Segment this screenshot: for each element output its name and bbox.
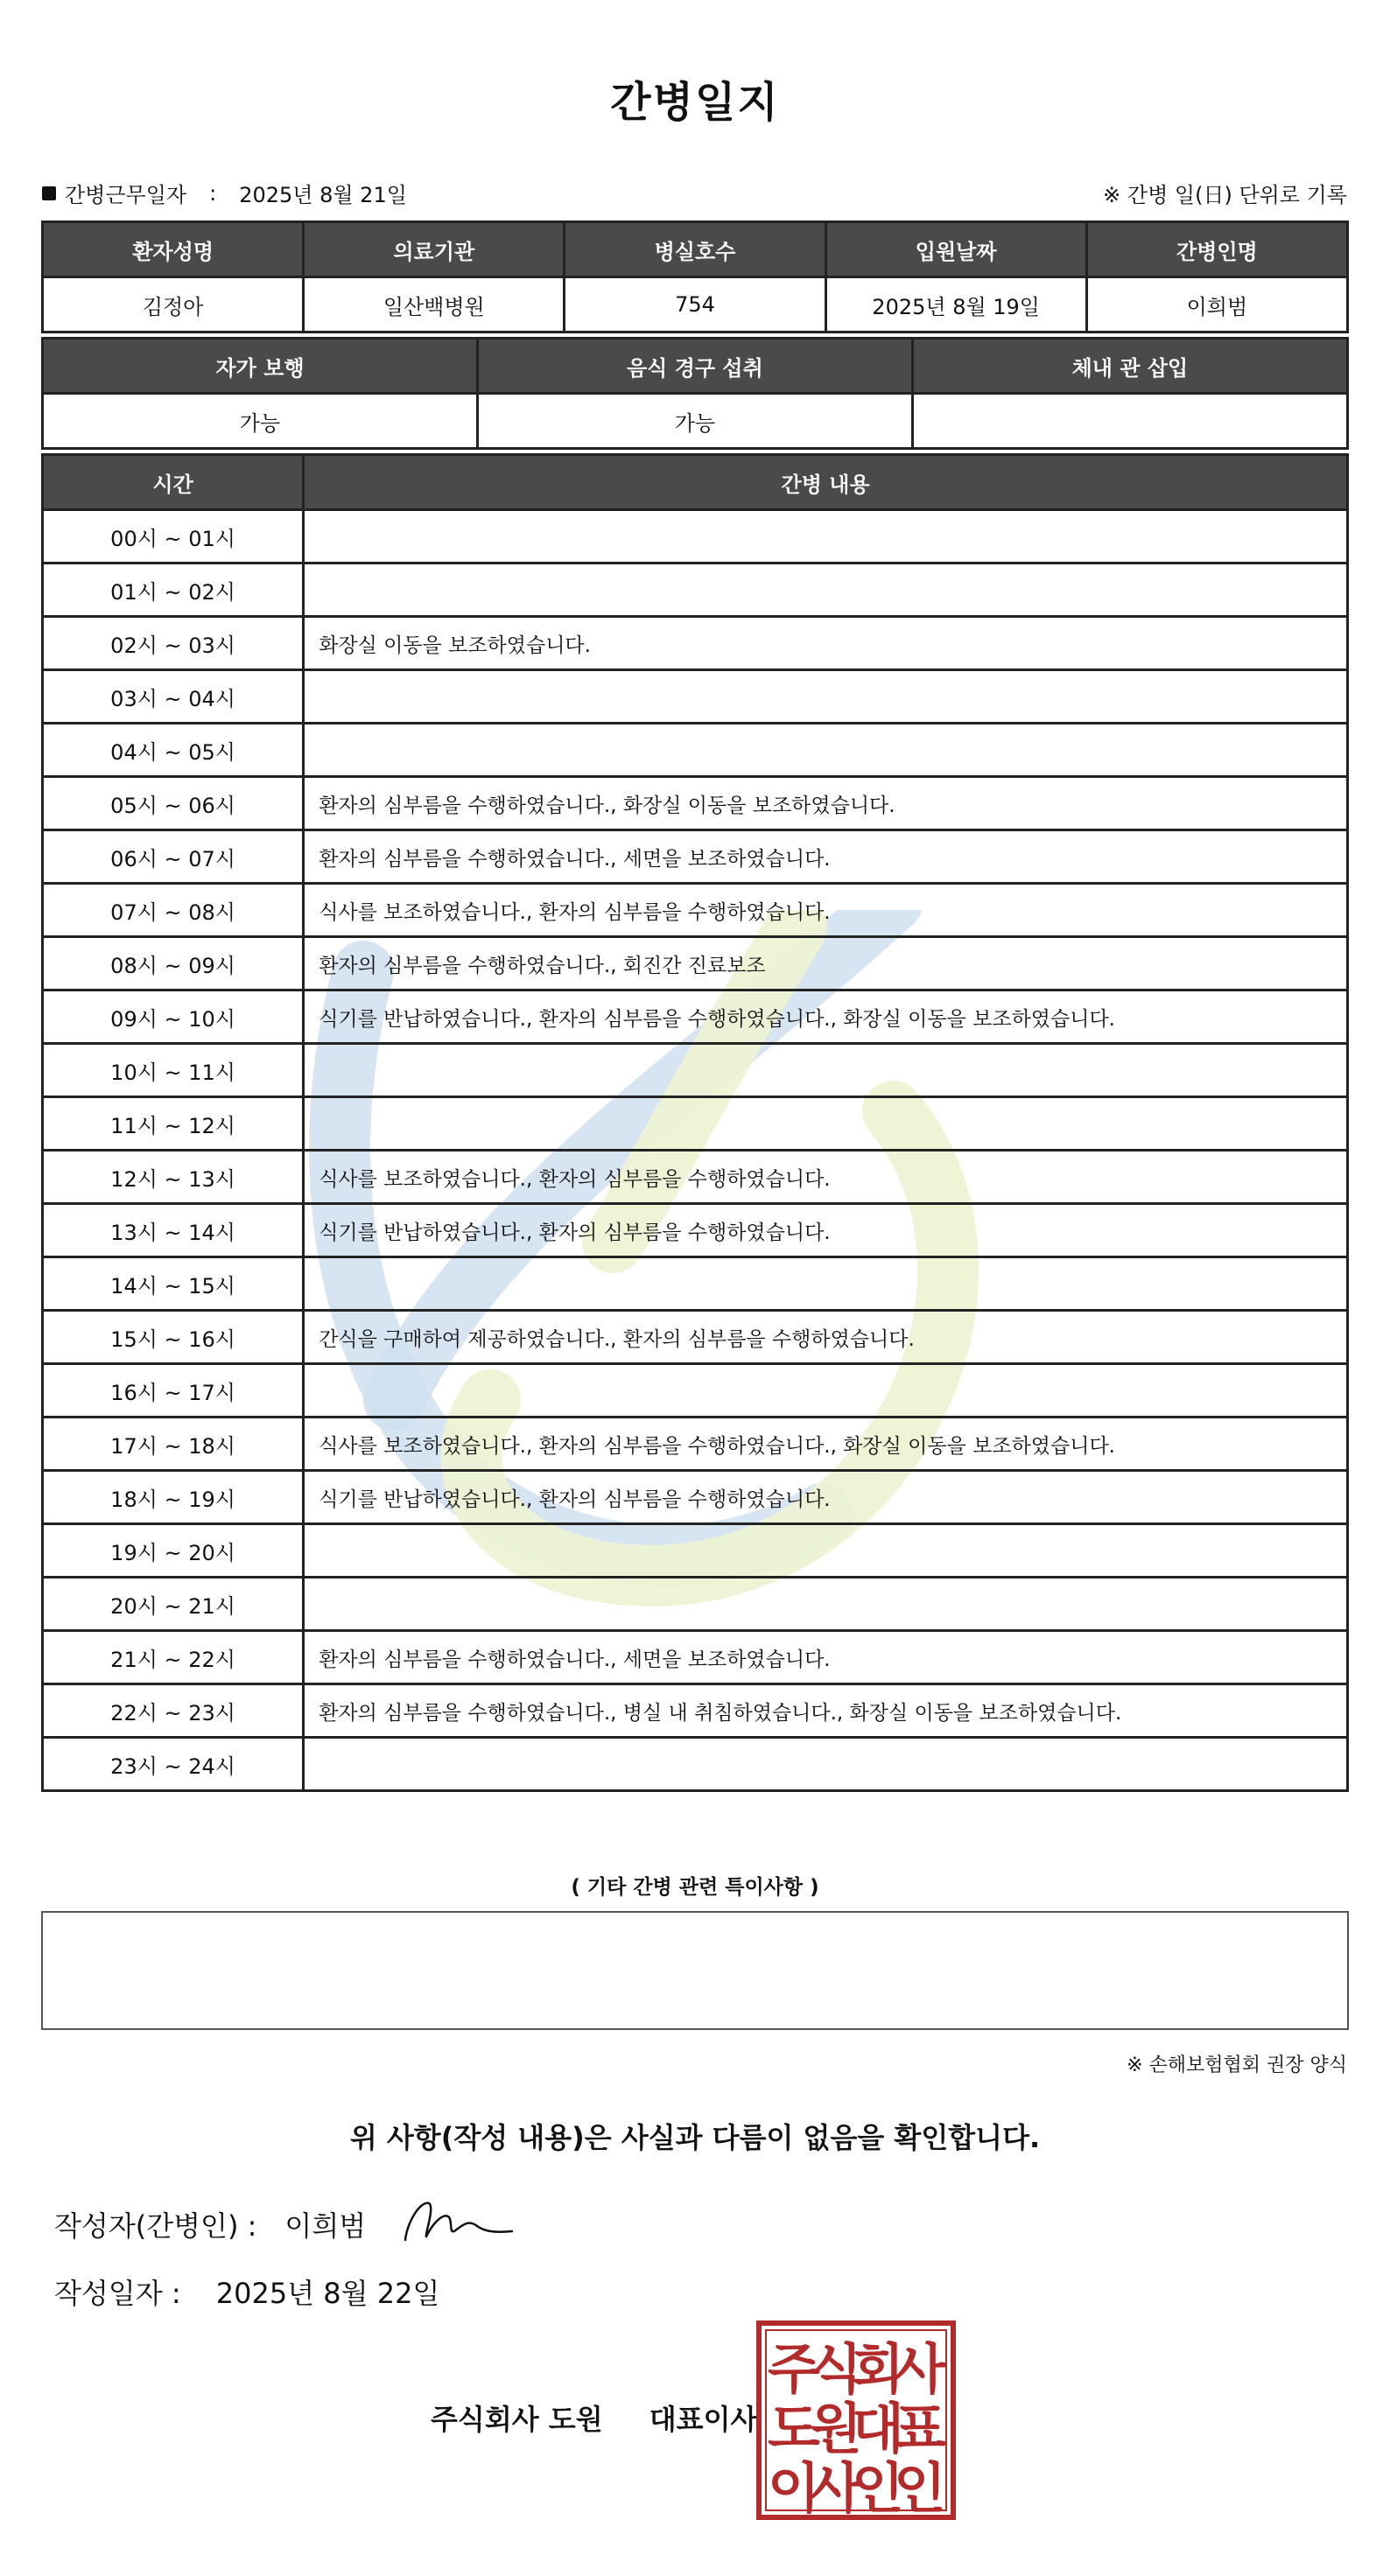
care-log-content [304, 1257, 1348, 1311]
record-unit-note: ※ 간병 일(日) 단위로 기록 [1103, 183, 1347, 207]
care-log-time: 02시 ~ 03시 [43, 617, 304, 670]
patient-status-header-row [43, 339, 1348, 394]
care-log-time: 12시 ~ 13시 [43, 1151, 304, 1204]
writer-label: 작성자(간병인) : [54, 2209, 257, 2243]
care-log-row [43, 1684, 1348, 1738]
care-log-row [43, 884, 1348, 937]
care-log-time: 01시 ~ 02시 [43, 564, 304, 617]
care-log-time: 20시 ~ 21시 [43, 1578, 304, 1631]
care-log-time: 13시 ~ 14시 [43, 1204, 304, 1257]
care-log-content [304, 1044, 1348, 1097]
care-log-content: 식기를 반납하였습니다., 환자의 심부름을 수행하였습니다. [304, 1471, 1348, 1524]
care-log-row [43, 937, 1348, 990]
svg-text:사: 사 [894, 2337, 946, 2401]
admission-date-value: 2025년 8월 19일 [825, 277, 1086, 332]
care-log-content: 환자의 심부름을 수행하였습니다., 회진간 진료보조 [304, 937, 1348, 990]
self-walking-header: 자가 보행 [43, 339, 478, 394]
care-log-content [304, 1097, 1348, 1151]
care-log-time: 09시 ~ 10시 [43, 990, 304, 1044]
patient-status-table [41, 337, 1349, 450]
svg-text:사: 사 [810, 2456, 862, 2520]
tube-insertion-header: 체내 관 삽입 [912, 339, 1347, 394]
care-log-row [43, 1097, 1348, 1151]
care-log-time: 19시 ~ 20시 [43, 1524, 304, 1578]
care-log-content [304, 510, 1348, 564]
svg-text:회: 회 [852, 2337, 904, 2401]
svg-text:표: 표 [894, 2397, 946, 2460]
patient-info-table [41, 220, 1349, 333]
care-log-row [43, 724, 1348, 777]
care-log-time: 16시 ~ 17시 [43, 1364, 304, 1418]
svg-text:도: 도 [768, 2397, 820, 2460]
patient-status-value-row [43, 394, 1348, 449]
writer-line [54, 2204, 366, 2244]
admission-date-header: 입원날짜 [825, 222, 1086, 277]
care-log-row [43, 510, 1348, 564]
company-line [431, 2398, 757, 2438]
care-log-content: 환자의 심부름을 수행하였습니다., 화장실 이동을 보조하였습니다. [304, 777, 1348, 830]
work-date-line [42, 178, 407, 208]
care-log-table [41, 453, 1349, 1792]
care-log-time: 21시 ~ 22시 [43, 1631, 304, 1684]
care-log-time: 11시 ~ 12시 [43, 1097, 304, 1151]
care-log-time: 03시 ~ 04시 [43, 670, 304, 724]
care-log-time: 23시 ~ 24시 [43, 1738, 304, 1791]
care-log-row [43, 1418, 1348, 1471]
hospital-value: 일산백병원 [304, 277, 565, 332]
care-log-content [304, 1578, 1348, 1631]
svg-text:인: 인 [894, 2456, 946, 2520]
patient-info-header-row [43, 222, 1348, 277]
self-walking-value: 가능 [43, 394, 478, 449]
square-bullet-icon [42, 186, 56, 200]
written-date-value: 2025년 8월 22일 [215, 2277, 440, 2310]
recommend-note: ※ 손해보험협회 권장 양식 [1127, 2054, 1347, 2076]
room-number-value: 754 [565, 277, 825, 332]
written-date-label: 작성일자 : [54, 2277, 181, 2310]
care-log-time: 22시 ~ 23시 [43, 1684, 304, 1738]
care-log-row [43, 1044, 1348, 1097]
company-seal-stamp [755, 2320, 957, 2521]
care-log-row [43, 564, 1348, 617]
care-log-time: 14시 ~ 15시 [43, 1257, 304, 1311]
work-date-value: 2025년 8월 21일 [239, 183, 407, 207]
tube-insertion-value [912, 394, 1347, 449]
care-log-row [43, 990, 1348, 1044]
care-log-content: 식기를 반납하였습니다., 환자의 심부름을 수행하였습니다. [304, 1204, 1348, 1257]
written-date-line [54, 2272, 439, 2312]
svg-text:원: 원 [810, 2397, 862, 2460]
care-content-header: 간병 내용 [304, 455, 1348, 510]
time-header: 시간 [43, 455, 304, 510]
writer-name: 이희범 [284, 2209, 367, 2243]
care-log-row [43, 1524, 1348, 1578]
svg-text:이: 이 [768, 2456, 820, 2520]
patient-name-value: 김정아 [43, 277, 304, 332]
care-log-row [43, 830, 1348, 884]
care-log-row [43, 1364, 1348, 1418]
care-log-content [304, 1364, 1348, 1418]
care-log-time: 10시 ~ 11시 [43, 1044, 304, 1097]
care-log-content: 식사를 보조하였습니다., 환자의 심부름을 수행하였습니다. [304, 884, 1348, 937]
care-log-content: 간식을 구매하여 제공하였습니다., 환자의 심부름을 수행하였습니다. [304, 1311, 1348, 1364]
representative-title: 대표이사 [649, 2403, 758, 2436]
svg-text:대: 대 [852, 2397, 904, 2460]
care-log-content [304, 1524, 1348, 1578]
care-log-time: 06시 ~ 07시 [43, 830, 304, 884]
care-log-time: 04시 ~ 05시 [43, 724, 304, 777]
care-log-time: 18시 ~ 19시 [43, 1471, 304, 1524]
care-log-content: 화장실 이동을 보조하였습니다. [304, 617, 1348, 670]
care-log-row [43, 1204, 1348, 1257]
patient-name-header: 환자성명 [43, 222, 304, 277]
svg-text:식: 식 [810, 2337, 862, 2401]
remarks-title: ( 기타 간병 관련 특이사항 ) [571, 1876, 819, 1899]
remarks-box [41, 1911, 1349, 2030]
care-log-time: 00시 ~ 01시 [43, 510, 304, 564]
caregiver-name-value: 이희범 [1086, 277, 1347, 332]
care-log-time: 07시 ~ 08시 [43, 884, 304, 937]
signature-image [398, 2188, 521, 2249]
care-log-content [304, 1738, 1348, 1791]
care-log-row [43, 1471, 1348, 1524]
care-log-time: 15시 ~ 16시 [43, 1311, 304, 1364]
care-log-content [304, 724, 1348, 777]
care-log-row [43, 777, 1348, 830]
care-log-content: 환자의 심부름을 수행하였습니다., 세면을 보조하였습니다. [304, 830, 1348, 884]
care-log-time: 08시 ~ 09시 [43, 937, 304, 990]
care-log-content: 식사를 보조하였습니다., 환자의 심부름을 수행하였습니다. [304, 1151, 1348, 1204]
care-log-content [304, 670, 1348, 724]
care-log-row [43, 1578, 1348, 1631]
oral-intake-header: 음식 경구 섭취 [477, 339, 912, 394]
care-log-content: 환자의 심부름을 수행하였습니다., 세면을 보조하였습니다. [304, 1631, 1348, 1684]
room-number-header: 병실호수 [565, 222, 825, 277]
care-log-content: 식기를 반납하였습니다., 환자의 심부름을 수행하였습니다., 화장실 이동을 보조하였습니다. [304, 990, 1348, 1044]
care-log-row [43, 1738, 1348, 1791]
care-log-row [43, 1257, 1348, 1311]
care-log-row [43, 1311, 1348, 1364]
oral-intake-value: 가능 [477, 394, 912, 449]
confirmation-statement: 위 사항(작성 내용)은 사실과 다름이 없음을 확인합니다. [349, 2121, 1041, 2154]
care-log-time: 05시 ~ 06시 [43, 777, 304, 830]
patient-info-value-row [43, 277, 1348, 332]
care-log-time: 17시 ~ 18시 [43, 1418, 304, 1471]
care-log-row [43, 670, 1348, 724]
hospital-header: 의료기관 [304, 222, 565, 277]
care-log-row [43, 1151, 1348, 1204]
care-log-content: 환자의 심부름을 수행하였습니다., 병실 내 취침하였습니다., 화장실 이동을 보조하였습니다. [304, 1684, 1348, 1738]
care-log-header-row [43, 455, 1348, 510]
document-title: 간병일지 [610, 78, 780, 127]
work-date-colon: : [209, 180, 217, 206]
care-log-content: 식사를 보조하였습니다., 환자의 심부름을 수행하였습니다., 화장실 이동을 보조하였습니다. [304, 1418, 1348, 1471]
care-log-content [304, 564, 1348, 617]
work-date-label: 간병근무일자 [65, 183, 187, 207]
company-name: 주식회사 도원 [431, 2403, 603, 2436]
svg-text:인: 인 [852, 2456, 904, 2520]
caregiver-name-header: 간병인명 [1086, 222, 1347, 277]
svg-text:주: 주 [768, 2337, 820, 2401]
care-log-row [43, 617, 1348, 670]
care-log-row [43, 1631, 1348, 1684]
